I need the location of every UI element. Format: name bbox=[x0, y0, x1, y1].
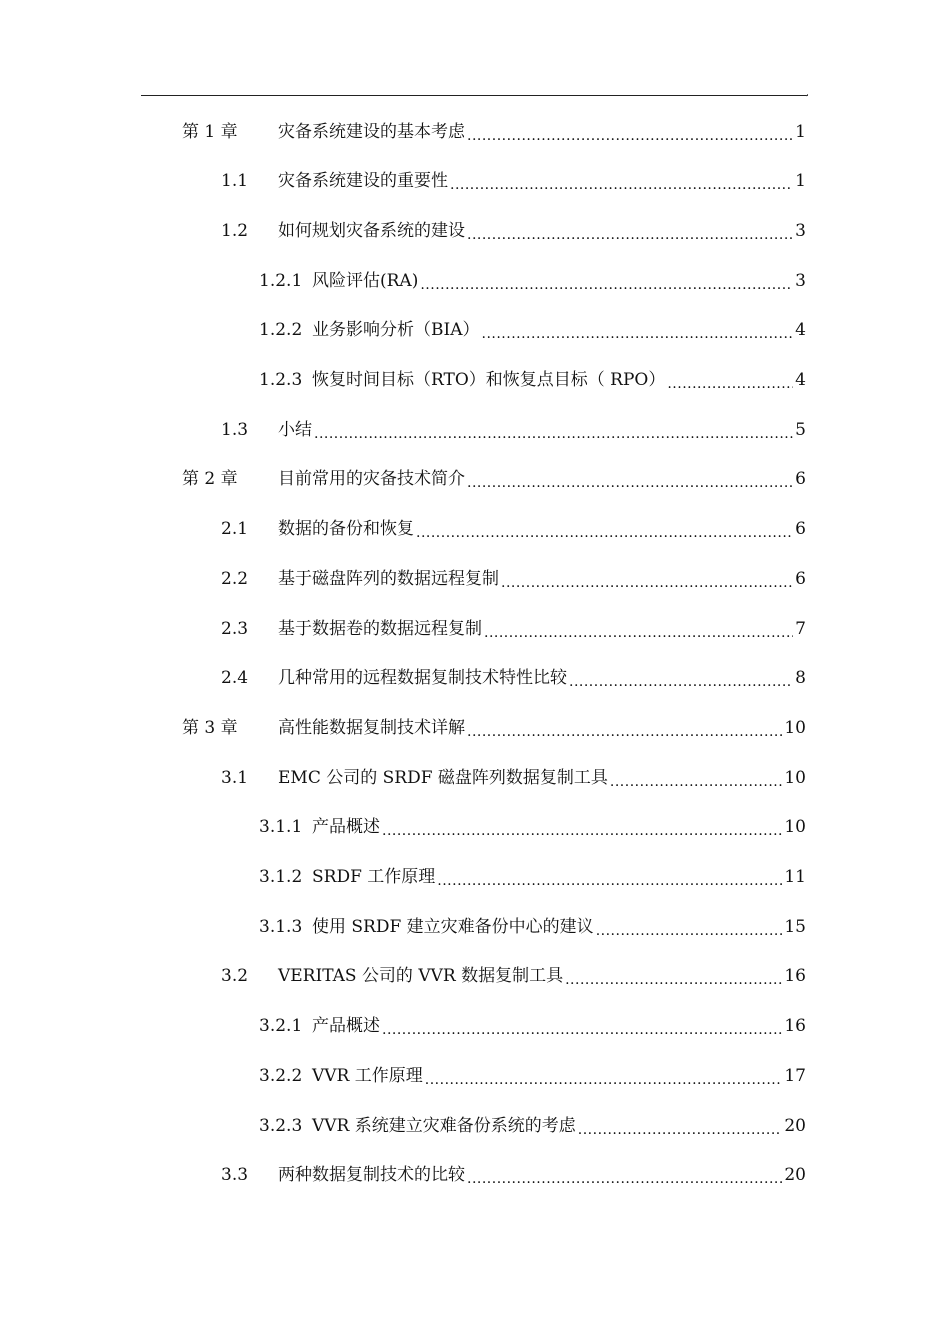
toc-entry-number: 第 3 章 bbox=[182, 717, 238, 738]
toc-entry-page: 16 bbox=[784, 1016, 806, 1037]
toc-entry-page: 10 bbox=[784, 817, 806, 838]
toc-leader-dots bbox=[610, 773, 782, 790]
toc-entry-number: 2.1 bbox=[221, 519, 249, 540]
toc-entry-number: 3.1.2 bbox=[259, 867, 303, 887]
toc-leader-dots bbox=[467, 474, 793, 491]
toc-entry-title: VERITAS 公司的 VVR 数据复制工具 bbox=[278, 966, 564, 987]
toc-entry-title: 业务影响分析（BIA） bbox=[312, 320, 480, 341]
toc-entry-page: 17 bbox=[784, 1065, 806, 1086]
toc-leader-dots bbox=[314, 425, 793, 442]
toc-entry-title: 小结 bbox=[278, 419, 312, 440]
toc-entry-title: 目前常用的灾备技术简介 bbox=[278, 469, 465, 490]
toc-entry-number: 第 2 章 bbox=[182, 469, 238, 490]
toc-leader-dots bbox=[437, 872, 782, 889]
toc-entry-title: VVR 工作原理 bbox=[312, 1065, 423, 1086]
toc-leader-dots bbox=[565, 971, 782, 988]
toc-leader-dots bbox=[467, 226, 793, 243]
toc-entry-page: 11 bbox=[784, 867, 806, 887]
toc-entry-number: 1.2.2 bbox=[259, 320, 303, 341]
toc-entry-page: 1 bbox=[795, 171, 806, 192]
toc-entry[interactable] bbox=[182, 455, 806, 505]
toc-entry-page: 6 bbox=[795, 519, 806, 540]
toc-entry[interactable] bbox=[259, 1101, 806, 1151]
toc-entry-number: 1.1 bbox=[221, 171, 249, 192]
toc-entry-title: 基于磁盘阵列的数据远程复制 bbox=[278, 568, 499, 589]
toc-leader-dots bbox=[450, 176, 793, 193]
toc-entry-page: 10 bbox=[784, 717, 806, 738]
toc-entry-number: 3.1 bbox=[221, 767, 249, 788]
toc-leader-dots bbox=[382, 1021, 782, 1038]
toc-leader-dots bbox=[425, 1071, 783, 1088]
toc-entry[interactable] bbox=[221, 753, 806, 803]
toc-leader-dots bbox=[667, 375, 793, 392]
toc-entry[interactable] bbox=[221, 505, 806, 555]
toc-entry[interactable] bbox=[259, 306, 806, 356]
toc-entry-title: 几种常用的远程数据复制技术特性比较 bbox=[278, 668, 567, 689]
toc-leader-dots bbox=[482, 325, 794, 342]
toc-leader-dots bbox=[501, 574, 793, 591]
toc-entry-page: 6 bbox=[795, 469, 806, 490]
toc-entry-title: 数据的备份和恢复 bbox=[278, 519, 414, 540]
toc-entry-number: 3.2.2 bbox=[259, 1065, 303, 1086]
toc-entry-page: 15 bbox=[784, 916, 806, 937]
toc-entry[interactable] bbox=[259, 256, 806, 306]
toc-entry-number: 3.2.3 bbox=[259, 1115, 303, 1136]
toc-entry-number: 1.2.3 bbox=[259, 370, 303, 390]
toc-entry[interactable] bbox=[221, 157, 806, 207]
toc-entry-page: 20 bbox=[784, 1165, 806, 1186]
toc-entry[interactable] bbox=[221, 604, 806, 654]
toc-entry-page: 16 bbox=[784, 966, 806, 987]
toc-entry[interactable] bbox=[221, 952, 806, 1002]
toc-leader-dots bbox=[484, 624, 793, 641]
toc-entry-title: 灾备系统建设的基本考虑 bbox=[278, 121, 465, 142]
toc-entry[interactable] bbox=[259, 356, 806, 406]
toc-leader-dots bbox=[569, 673, 793, 690]
toc-entry-page: 5 bbox=[795, 419, 806, 440]
toc-entry-number: 1.3 bbox=[221, 419, 249, 440]
toc-leader-dots bbox=[596, 922, 783, 939]
toc-entry-page: 1 bbox=[795, 121, 806, 142]
toc-entry-page: 20 bbox=[784, 1115, 806, 1136]
toc-entry-number: 3.1.1 bbox=[259, 817, 303, 838]
toc-entry-page: 4 bbox=[795, 370, 806, 390]
toc-entry[interactable] bbox=[221, 405, 806, 455]
toc-entry-title: 恢复时间目标（RTO）和恢复点目标（ RPO） bbox=[312, 370, 666, 390]
toc-entry-page: 3 bbox=[795, 220, 806, 241]
toc-entry-number: 3.3 bbox=[221, 1165, 249, 1186]
toc-entry-number: 3.2 bbox=[221, 966, 249, 987]
toc-entry-title: SRDF 工作原理 bbox=[312, 867, 436, 887]
toc-leader-dots bbox=[467, 723, 782, 740]
toc-entry-number: 1.2 bbox=[221, 220, 249, 241]
toc-entry-number: 第 1 章 bbox=[182, 121, 238, 142]
toc-entry-page: 10 bbox=[784, 767, 806, 788]
toc-entry[interactable] bbox=[259, 803, 806, 853]
toc-entry[interactable] bbox=[259, 1051, 806, 1101]
toc-entry[interactable] bbox=[259, 902, 806, 952]
toc-entry-title: VVR 系统建立灾难备份系统的考虑 bbox=[312, 1115, 576, 1136]
toc-entry[interactable] bbox=[221, 554, 806, 604]
toc-leader-dots bbox=[467, 1170, 782, 1187]
toc-entry-title: 高性能数据复制技术详解 bbox=[278, 717, 465, 738]
toc-entry-page: 4 bbox=[795, 320, 806, 341]
toc-entry-title: EMC 公司的 SRDF 磁盘阵列数据复制工具 bbox=[278, 767, 608, 788]
toc-entry-title: 灾备系统建设的重要性 bbox=[278, 171, 448, 192]
toc-entry-title: 产品概述 bbox=[312, 1016, 380, 1037]
toc-entry-number: 2.2 bbox=[221, 568, 249, 589]
toc-entry[interactable] bbox=[259, 1002, 806, 1052]
toc-entry-number: 2.3 bbox=[221, 618, 249, 639]
toc-entry-page: 8 bbox=[795, 668, 806, 689]
toc-leader-dots bbox=[578, 1121, 783, 1138]
header-rule bbox=[141, 95, 808, 96]
toc-entry[interactable] bbox=[221, 654, 806, 704]
header-rule-mark: , bbox=[806, 88, 809, 98]
toc-leader-dots bbox=[467, 127, 793, 144]
toc-entry-page: 3 bbox=[795, 270, 806, 291]
toc-leader-dots bbox=[420, 276, 793, 293]
toc-entry[interactable] bbox=[182, 703, 806, 753]
toc-entry-number: 1.2.1 bbox=[259, 270, 303, 291]
toc-entry-title: 如何规划灾备系统的建设 bbox=[278, 220, 465, 241]
toc-leader-dots bbox=[382, 822, 782, 839]
toc-entry-title: 使用 SRDF 建立灾难备份中心的建议 bbox=[312, 916, 594, 937]
toc-entry-page: 6 bbox=[795, 568, 806, 589]
toc-entry[interactable] bbox=[221, 1151, 806, 1201]
toc-entry-number: 2.4 bbox=[221, 668, 249, 689]
toc-entry[interactable] bbox=[221, 206, 806, 256]
toc-entry-number: 3.2.1 bbox=[259, 1016, 303, 1037]
toc-entry[interactable] bbox=[182, 107, 806, 157]
toc-entry-title: 风险评估(RA) bbox=[312, 270, 419, 291]
toc-entry-title: 产品概述 bbox=[312, 817, 380, 838]
toc-leader-dots bbox=[416, 524, 793, 541]
toc-entry-page: 7 bbox=[795, 618, 806, 639]
toc-entry-title: 两种数据复制技术的比较 bbox=[278, 1165, 465, 1186]
toc-entry-number: 3.1.3 bbox=[259, 916, 303, 937]
toc-entry-title: 基于数据卷的数据远程复制 bbox=[278, 618, 482, 639]
toc-entry[interactable] bbox=[259, 853, 806, 903]
